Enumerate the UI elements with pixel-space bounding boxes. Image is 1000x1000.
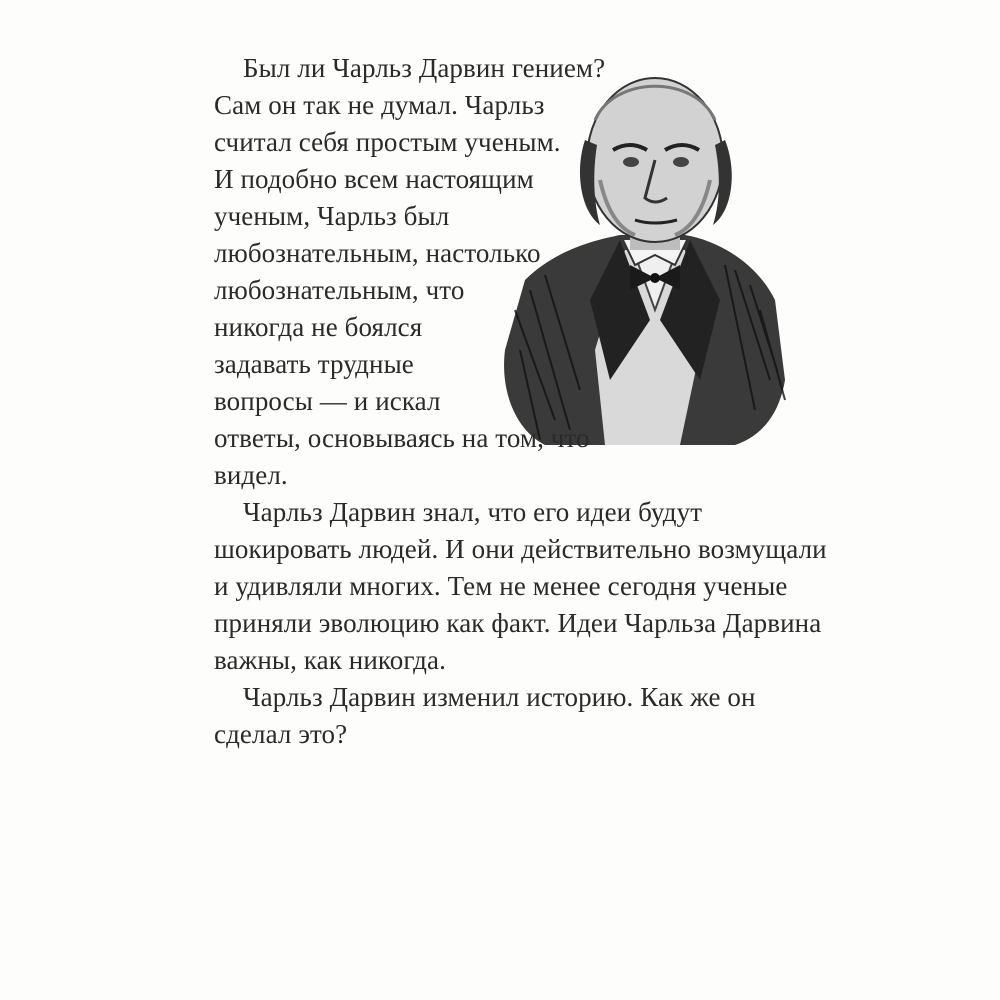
text-line: шокировать людей. И они действительно возмущали	[214, 534, 827, 564]
text-line: сделал это?	[214, 719, 348, 749]
text-line: и удивляли многих. Тем не менее сегодня ученые	[214, 571, 788, 601]
text-line: И подобно всем настоящим	[214, 164, 534, 194]
text-line: Чарльз Дарвин изменил историю. Как же он	[243, 682, 756, 712]
text-line: Сам он так не думал. Чарльз	[214, 90, 545, 120]
text-line: ответы, основываясь на том, что	[214, 423, 590, 453]
text-line: важны, как никогда.	[214, 645, 446, 675]
text-line: любознательным, что	[214, 275, 465, 305]
text-line: любознательным, настолько	[214, 238, 541, 268]
text-line: видел.	[214, 460, 288, 490]
text-line: приняли эволюцию как факт. Идеи Чарльза Дарвина	[214, 608, 822, 638]
text-line: считал себя простым ученым.	[214, 127, 561, 157]
text-line: ученым, Чарльз был	[214, 201, 450, 231]
text-line: никогда не боялся	[214, 312, 423, 342]
text-line: Был ли Чарльз Дарвин гением?	[243, 53, 606, 83]
text-line: Чарльз Дарвин знал, что его идеи будут	[243, 497, 703, 527]
text-line: вопросы — и искал	[214, 386, 441, 416]
text-line: задавать трудные	[214, 349, 414, 379]
